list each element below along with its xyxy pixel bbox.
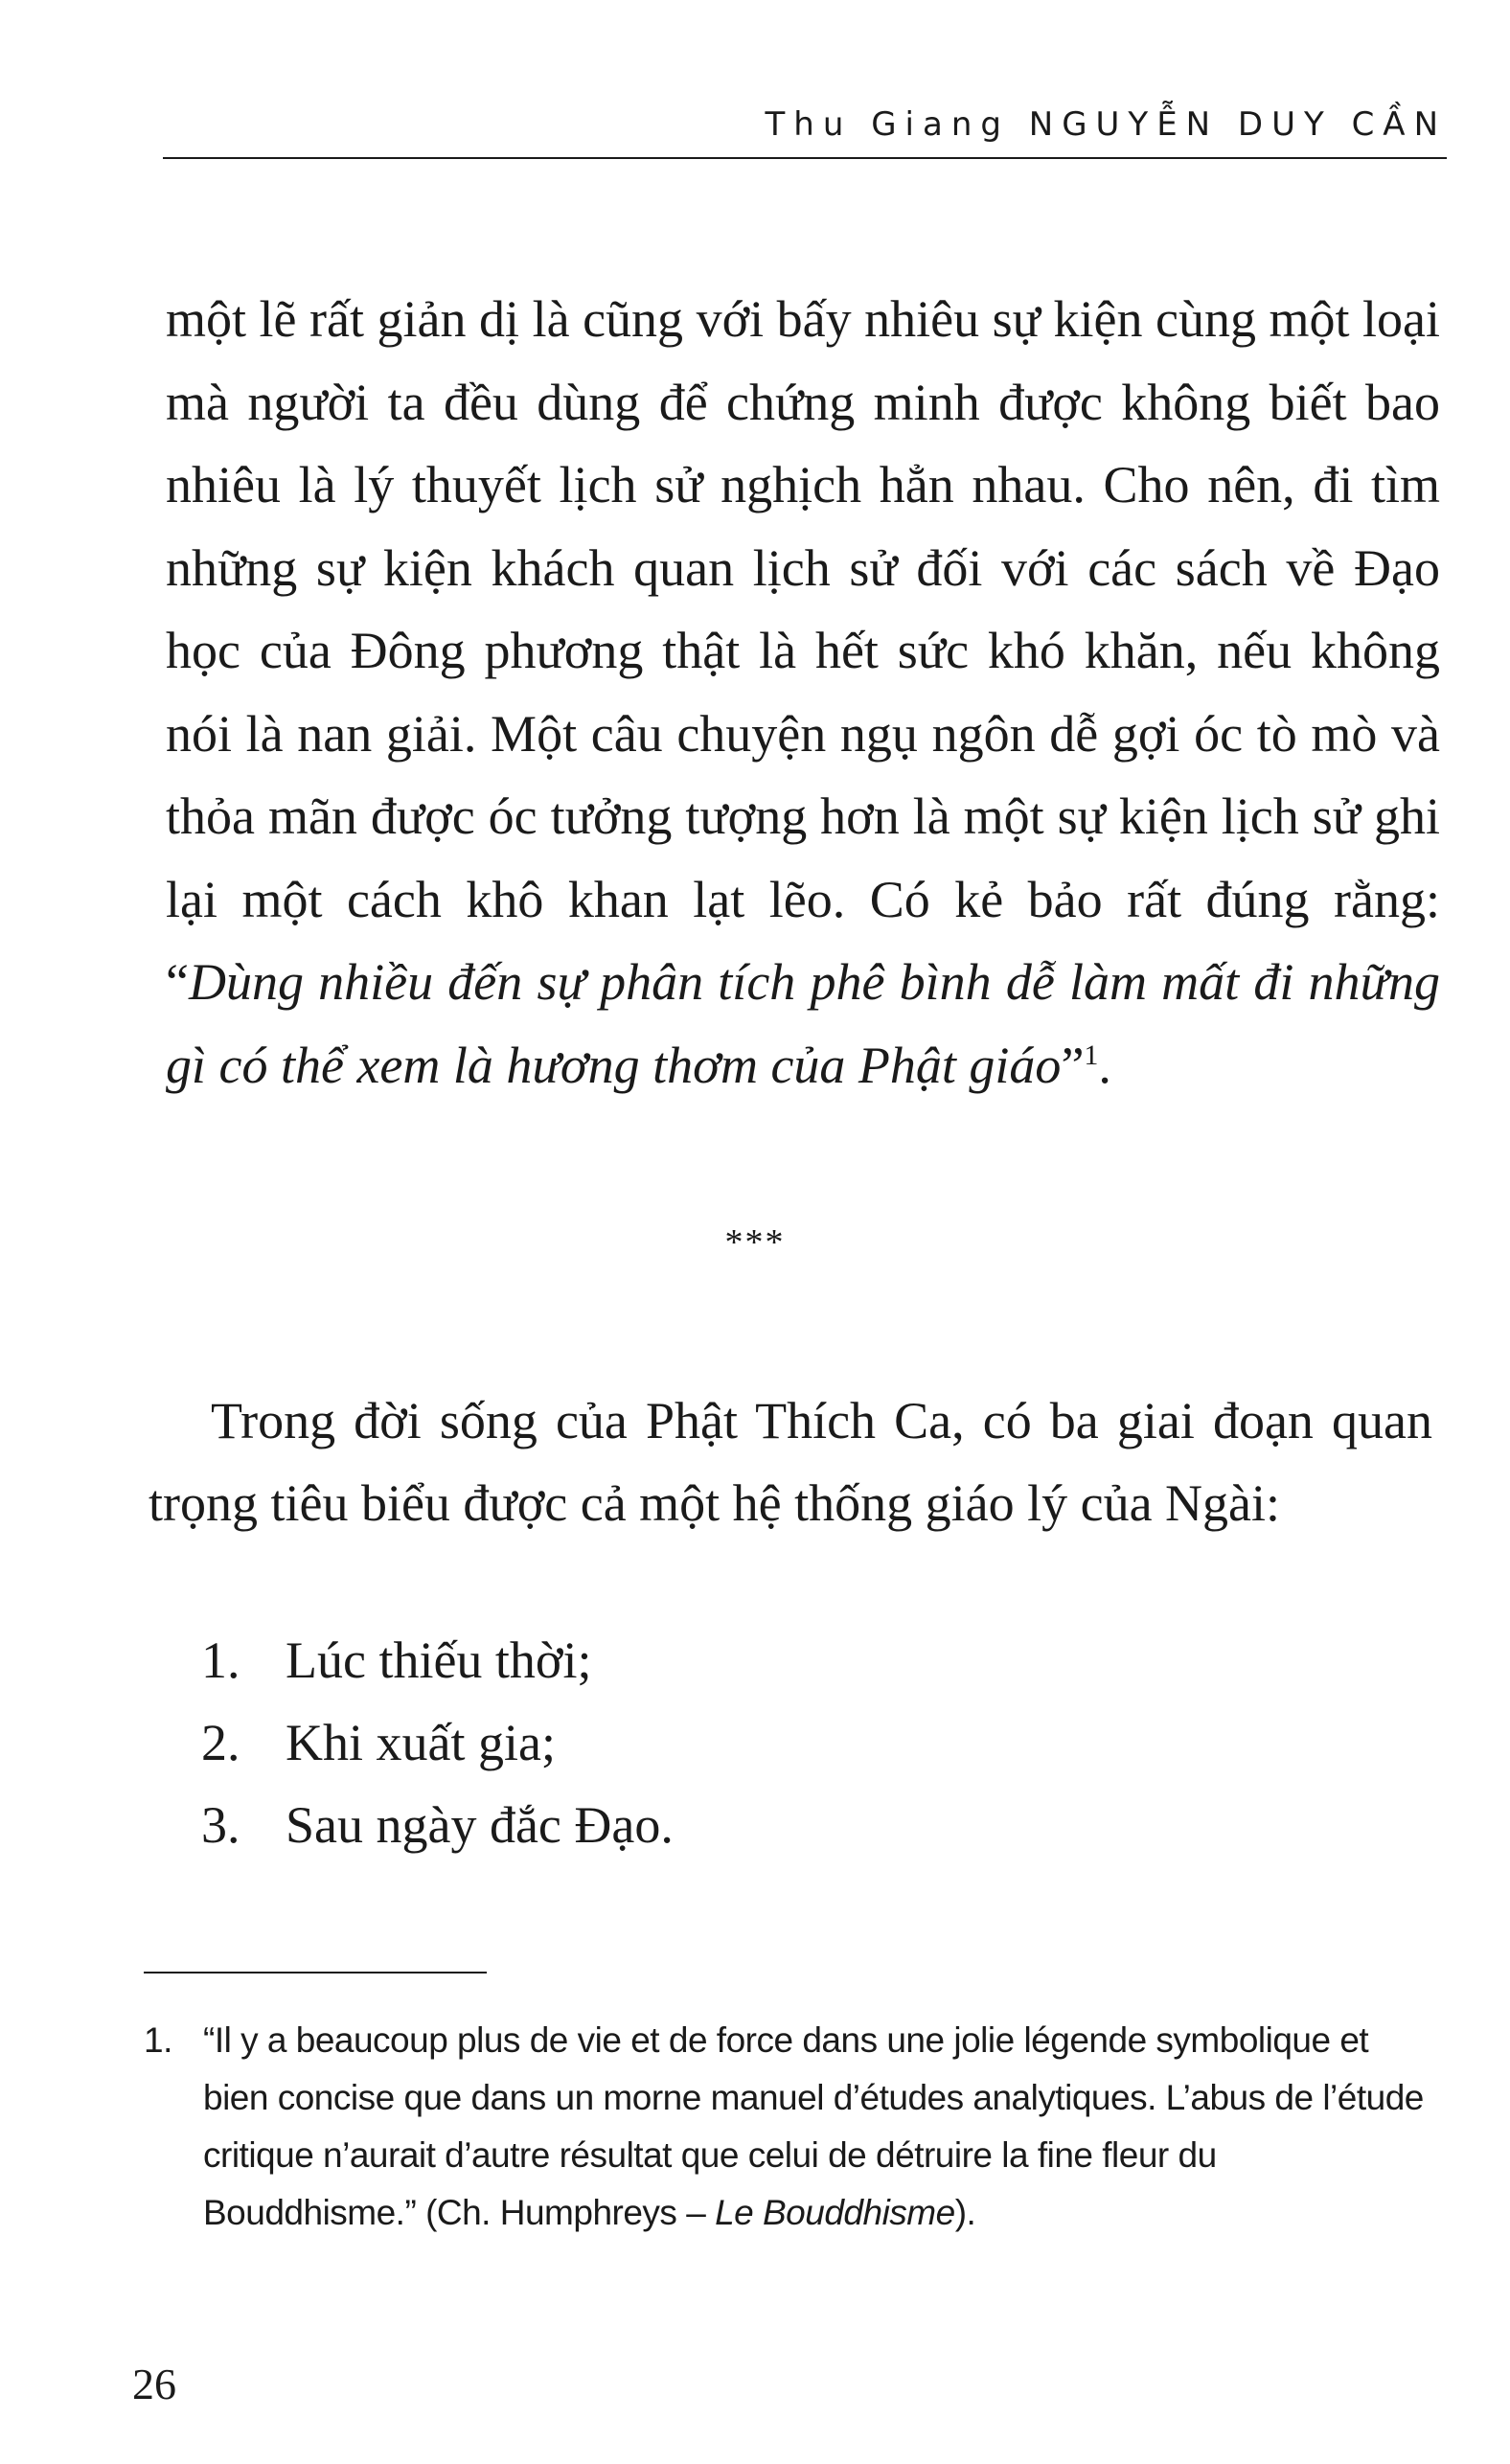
paragraph1-end: . [1098,1036,1111,1094]
header-rule [163,157,1447,159]
list-item-number: 3. [201,1796,240,1854]
header-title [766,105,1447,144]
running-header [163,105,1447,163]
paragraph1-text: một lẽ rất giản dị là cũng với bấy nhiêu sự kiện cùng một loại mà người ta đều dùng để chứng minh được không biết bao nhiêu là lý thuyết lịch sử nghịch hẳn nhau. Cho nên, đi tìm những sự kiện khách quan lịch sử đối với các sách về Đạo học của Đông phương thật là hết sức khó khăn, nếu không nói là nan giải. Một câu chuyện ngụ ngôn dễ gợi óc tò mò và thỏa mãn được óc tưởng tượng hơn là một sự kiện lịch sử ghi lại một cách khô khan lạt lẽo. Có kẻ bảo rất đúng rằng: “ [166,290,1440,1011]
list-item-text: Lúc thiếu thời; [286,1631,592,1689]
footnote-source-title: Le Bouddhisme [715,2193,955,2232]
footnote-end: ). [954,2193,976,2232]
stages-list [201,1619,674,1866]
body-paragraph-1 [166,278,1440,1107]
list-item [201,1619,674,1701]
footnote-mark: 1. [144,2020,172,2060]
page-number: 26 [132,2360,176,2408]
body-paragraph-2 [149,1380,1432,1544]
list-item-text: Khi xuất gia; [286,1714,556,1771]
paragraph1-close-quote: ” [1061,1036,1085,1094]
list-item [201,1784,674,1866]
list-item [201,1701,674,1784]
list-item-number: 2. [201,1714,240,1771]
paragraph2-text: Trong đời sống của Phật Thích Ca, có ba giai đoạn quan trọng tiêu biểu được cả một hệ thống giáo lý của Ngài: [149,1392,1432,1532]
footnote-reference[interactable]: 1 [1084,1038,1099,1071]
section-separator: *** [724,1222,786,1263]
footnote-text [203,2012,1437,2242]
header-author: NGUYỄN DUY CẦN [1028,105,1447,144]
list-item-number: 1. [201,1631,240,1689]
header-series: Thu Giang [765,105,1010,144]
list-item-text: Sau ngày đắc Đạo. [286,1796,674,1854]
paragraph1-quote: Dùng nhiều đến sự phân tích phê bình dễ làm mất đi những gì có thể xem là hương thơm của Phật giáo [166,953,1440,1094]
footnote-rule [144,1972,487,1973]
footnote-body: “Il y a beaucoup plus de vie et de force dans une jolie légende symbolique et bien concise que dans un morne manuel d’études analytiques. L’abus de l’étude critique n’aurait d’autre résultat que celui de détruire la fine fleur du Bouddhisme.” (Ch. Humphreys – [203,2020,1424,2232]
footnote [144,2012,1437,2242]
